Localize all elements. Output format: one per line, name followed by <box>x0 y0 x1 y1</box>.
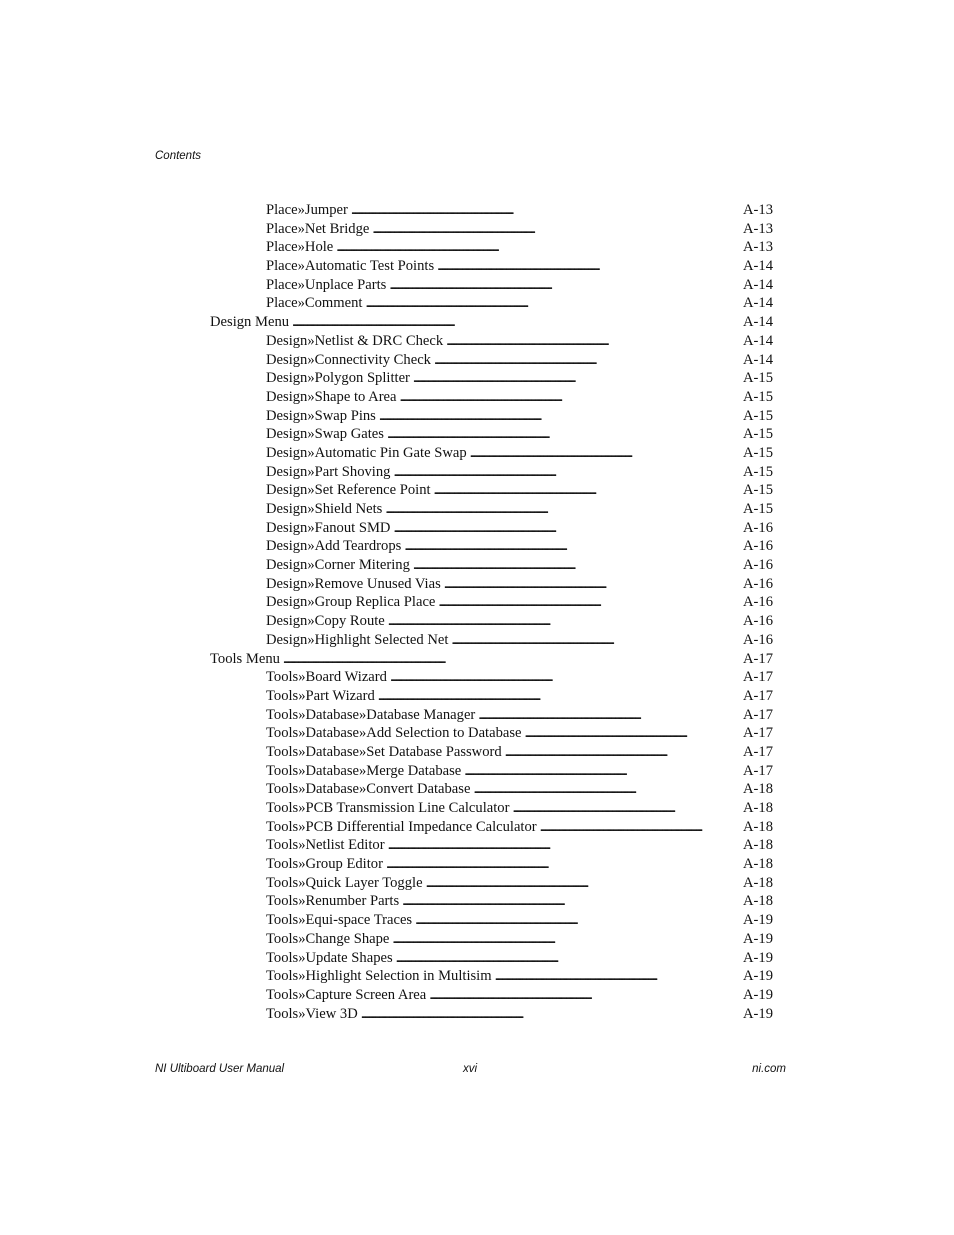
toc-entry-page: A-18 <box>743 800 773 816</box>
toc-entry[interactable] <box>266 986 773 1005</box>
toc-entry[interactable] <box>266 425 773 444</box>
toc-entry-page: A-16 <box>743 557 773 574</box>
toc-entry[interactable] <box>266 351 773 370</box>
toc-entry-page: A-16 <box>743 538 773 555</box>
dot-leader <box>379 407 740 426</box>
toc-entry-title: Design»Polygon Splitter <box>266 370 410 387</box>
toc-entry[interactable] <box>266 668 773 687</box>
toc-entry-title: Tools»Part Wizard <box>266 687 375 704</box>
toc-entry-page: A-18 <box>743 874 773 891</box>
toc-entry-title: Tools»Database»Merge Database <box>266 762 462 779</box>
toc-entry-title: Design»Group Replica Place <box>266 594 436 611</box>
toc-entry-page: A-15 <box>743 501 773 517</box>
toc-entry[interactable] <box>266 294 773 313</box>
dot-leader <box>525 724 740 743</box>
dot-leader <box>446 332 740 351</box>
toc-entry-title: Design»Fanout SMD <box>266 519 391 536</box>
dot-leader <box>292 313 740 332</box>
dot-leader <box>540 818 740 837</box>
table-of-contents <box>0 201 954 1023</box>
toc-entry-page: A-17 <box>743 650 773 667</box>
toc-entry-page: A-15 <box>743 463 773 480</box>
toc-entry[interactable] <box>266 930 773 949</box>
toc-section-entry[interactable] <box>210 650 773 669</box>
toc-entry-title: Design»Netlist & DRC Check <box>266 332 444 349</box>
toc-entry-page: A-18 <box>743 818 773 835</box>
toc-entry-title: Design»Add Teardrops <box>266 538 402 555</box>
dot-leader <box>438 593 740 612</box>
toc-entry-page: A-13 <box>743 202 773 218</box>
toc-entry-title: Tools»Group Editor <box>266 856 383 873</box>
toc-entry-title: Design Menu <box>210 314 290 331</box>
dot-leader <box>415 911 740 930</box>
toc-entry-page: A-15 <box>743 444 773 461</box>
footer-page-number: xvi <box>463 1063 478 1075</box>
toc-entry[interactable] <box>266 500 773 519</box>
dot-leader <box>413 369 740 388</box>
dot-leader <box>396 949 740 968</box>
dot-leader <box>402 892 740 911</box>
toc-entry-title: Tools»Highlight Selection in Multisim <box>266 968 492 985</box>
toc-entry-title: Tools»Quick Layer Toggle <box>266 874 423 891</box>
dot-leader <box>393 519 740 538</box>
toc-entry-page: A-17 <box>743 762 773 779</box>
toc-entry-page: A-15 <box>743 426 773 443</box>
toc-entry[interactable] <box>266 481 773 500</box>
toc-entry-title: Design»Highlight Selected Net <box>266 631 449 648</box>
toc-entry[interactable] <box>266 818 773 837</box>
toc-entry-page: A-17 <box>743 669 773 686</box>
toc-entry[interactable] <box>266 1005 773 1024</box>
dot-leader <box>437 257 740 276</box>
toc-entry[interactable] <box>266 780 773 799</box>
toc-entry[interactable] <box>266 892 773 911</box>
dot-leader <box>505 743 740 762</box>
dot-leader <box>392 930 740 949</box>
toc-entry[interactable] <box>266 631 773 650</box>
toc-entry-title: Design»Swap Pins <box>266 407 376 424</box>
dot-leader <box>470 444 740 463</box>
toc-entry-title: Design»Swap Gates <box>266 426 384 443</box>
toc-entry-title: Design»Part Shoving <box>266 463 391 480</box>
dot-leader <box>478 706 740 725</box>
toc-entry-page: A-13 <box>743 239 773 256</box>
toc-entry-page: A-15 <box>743 407 773 424</box>
toc-entry[interactable] <box>266 276 773 295</box>
dot-leader <box>495 967 740 986</box>
dot-leader <box>365 294 740 313</box>
toc-entry-title: Design»Shape to Area <box>266 388 397 405</box>
dot-leader <box>385 500 740 519</box>
toc-entry[interactable] <box>266 799 773 818</box>
toc-entry-title: Place»Jumper <box>266 202 348 218</box>
toc-entry-page: A-13 <box>743 220 773 237</box>
toc-entry-title: Tools Menu <box>210 650 280 667</box>
dot-leader <box>404 537 740 556</box>
toc-entry[interactable] <box>266 967 773 986</box>
dot-leader <box>393 463 740 482</box>
dot-leader <box>386 855 740 874</box>
dot-leader <box>429 986 740 1005</box>
toc-entry-title: Place»Net Bridge <box>266 220 370 237</box>
toc-entry-page: A-14 <box>743 276 773 293</box>
toc-entry[interactable] <box>266 724 773 743</box>
dot-leader <box>351 201 740 220</box>
toc-entry-page: A-15 <box>743 482 773 499</box>
toc-entry[interactable] <box>266 537 773 556</box>
toc-entry-page: A-19 <box>743 912 773 929</box>
toc-entry-title: Design»Shield Nets <box>266 501 383 517</box>
toc-entry-title: Design»Copy Route <box>266 613 385 630</box>
toc-entry-title: Place»Automatic Test Points <box>266 258 435 275</box>
toc-entry-title: Tools»Database»Add Selection to Database <box>266 725 522 742</box>
toc-entry-page: A-16 <box>743 613 773 630</box>
dot-leader <box>361 1005 740 1024</box>
toc-entry-page: A-14 <box>743 332 773 349</box>
toc-entry-title: Tools»Renumber Parts <box>266 893 400 910</box>
toc-entry-page: A-14 <box>743 314 773 331</box>
toc-entry-page: A-14 <box>743 351 773 368</box>
toc-entry-page: A-18 <box>743 781 773 798</box>
toc-entry-title: Design»Automatic Pin Gate Swap <box>266 444 467 461</box>
toc-entry[interactable] <box>266 519 773 538</box>
toc-entry-page: A-17 <box>743 743 773 760</box>
dot-leader <box>512 799 740 818</box>
dot-leader <box>413 556 740 575</box>
toc-entry-title: Design»Corner Mitering <box>266 557 410 574</box>
dot-leader <box>434 351 740 370</box>
toc-entry[interactable] <box>266 444 773 463</box>
toc-entry-title: Tools»Equi-space Traces <box>266 912 413 929</box>
toc-entry-page: A-17 <box>743 687 773 704</box>
dot-leader <box>388 836 740 855</box>
toc-entry[interactable] <box>266 612 773 631</box>
dot-leader <box>451 631 740 650</box>
dot-leader <box>390 668 740 687</box>
toc-entry-title: Place»Comment <box>266 295 363 312</box>
toc-entry[interactable] <box>266 874 773 893</box>
toc-entry-page: A-16 <box>743 575 773 592</box>
toc-entry-title: Tools»PCB Differential Impedance Calculator <box>266 818 537 835</box>
toc-entry-title: Tools»Database»Convert Database <box>266 781 471 798</box>
toc-entry-title: Place»Hole <box>266 239 334 256</box>
dot-leader <box>464 762 740 781</box>
toc-entry-page: A-15 <box>743 370 773 387</box>
toc-entry-page: A-19 <box>743 968 773 985</box>
toc-entry-page: A-14 <box>743 258 773 275</box>
toc-entry[interactable] <box>266 743 773 762</box>
running-header-title: Contents <box>155 150 202 162</box>
toc-entry-page: A-17 <box>743 725 773 742</box>
toc-entry-title: Tools»Netlist Editor <box>266 837 385 854</box>
dot-leader <box>387 425 740 444</box>
toc-entry-title: Tools»Change Shape <box>266 930 390 947</box>
toc-entry-page: A-15 <box>743 388 773 405</box>
toc-entry[interactable] <box>266 575 773 594</box>
dot-leader <box>388 612 740 631</box>
toc-entry-title: Tools»Capture Screen Area <box>266 986 427 1003</box>
toc-entry[interactable] <box>266 238 773 257</box>
toc-entry-title: Place»Unplace Parts <box>266 276 387 293</box>
toc-entry[interactable] <box>266 949 773 968</box>
toc-entry[interactable] <box>266 463 773 482</box>
toc-entry[interactable] <box>266 388 773 407</box>
toc-entry[interactable] <box>266 836 773 855</box>
dot-leader <box>336 238 740 257</box>
toc-entry-title: Tools»Update Shapes <box>266 949 393 966</box>
toc-entry-title: Design»Connectivity Check <box>266 351 431 368</box>
dot-leader <box>426 874 740 893</box>
toc-entry-page: A-18 <box>743 856 773 873</box>
toc-entry-page: A-16 <box>743 631 773 648</box>
toc-entry[interactable] <box>266 855 773 874</box>
toc-entry-page: A-19 <box>743 930 773 947</box>
toc-entry[interactable] <box>266 257 773 276</box>
toc-entry-title: Tools»Board Wizard <box>266 669 387 686</box>
dot-leader <box>444 575 740 594</box>
toc-entry-page: A-19 <box>743 986 773 1003</box>
footer-website: ni.com <box>752 1063 786 1075</box>
dot-leader <box>434 481 740 500</box>
toc-entry[interactable] <box>266 407 773 426</box>
toc-entry-title: Design»Remove Unused Vias <box>266 575 441 592</box>
toc-entry-title: Design»Set Reference Point <box>266 482 431 499</box>
dot-leader <box>400 388 740 407</box>
toc-entry-page: A-19 <box>743 1005 773 1022</box>
dot-leader <box>389 276 740 295</box>
toc-entry-page: A-16 <box>743 594 773 611</box>
toc-entry-title: Tools»Database»Database Manager <box>266 706 476 723</box>
toc-entry[interactable] <box>266 762 773 781</box>
toc-entry[interactable] <box>266 687 773 706</box>
toc-entry[interactable] <box>266 706 773 725</box>
dot-leader <box>378 687 740 706</box>
dot-leader <box>283 650 740 669</box>
toc-entry-page: A-14 <box>743 295 773 312</box>
toc-entry[interactable] <box>266 201 773 220</box>
dot-leader <box>473 780 740 799</box>
toc-entry[interactable] <box>266 369 773 388</box>
toc-entry-title: Tools»View 3D <box>266 1005 358 1022</box>
toc-entry[interactable] <box>266 332 773 351</box>
toc-entry-page: A-19 <box>743 949 773 966</box>
toc-section-entry[interactable] <box>210 313 773 332</box>
dot-leader <box>372 220 740 239</box>
toc-entry[interactable] <box>266 556 773 575</box>
toc-entry[interactable] <box>266 593 773 612</box>
toc-entry[interactable] <box>266 220 773 239</box>
footer-manual-title: NI Ultiboard User Manual <box>155 1063 285 1075</box>
toc-entry-page: A-16 <box>743 519 773 536</box>
toc-entry-page: A-18 <box>743 893 773 910</box>
toc-entry-page: A-17 <box>743 706 773 723</box>
toc-entry-title: Tools»Database»Set Database Password <box>266 743 502 760</box>
toc-entry[interactable] <box>266 911 773 930</box>
toc-entry-page: A-18 <box>743 837 773 854</box>
toc-entry-title: Tools»PCB Transmission Line Calculator <box>266 800 510 816</box>
